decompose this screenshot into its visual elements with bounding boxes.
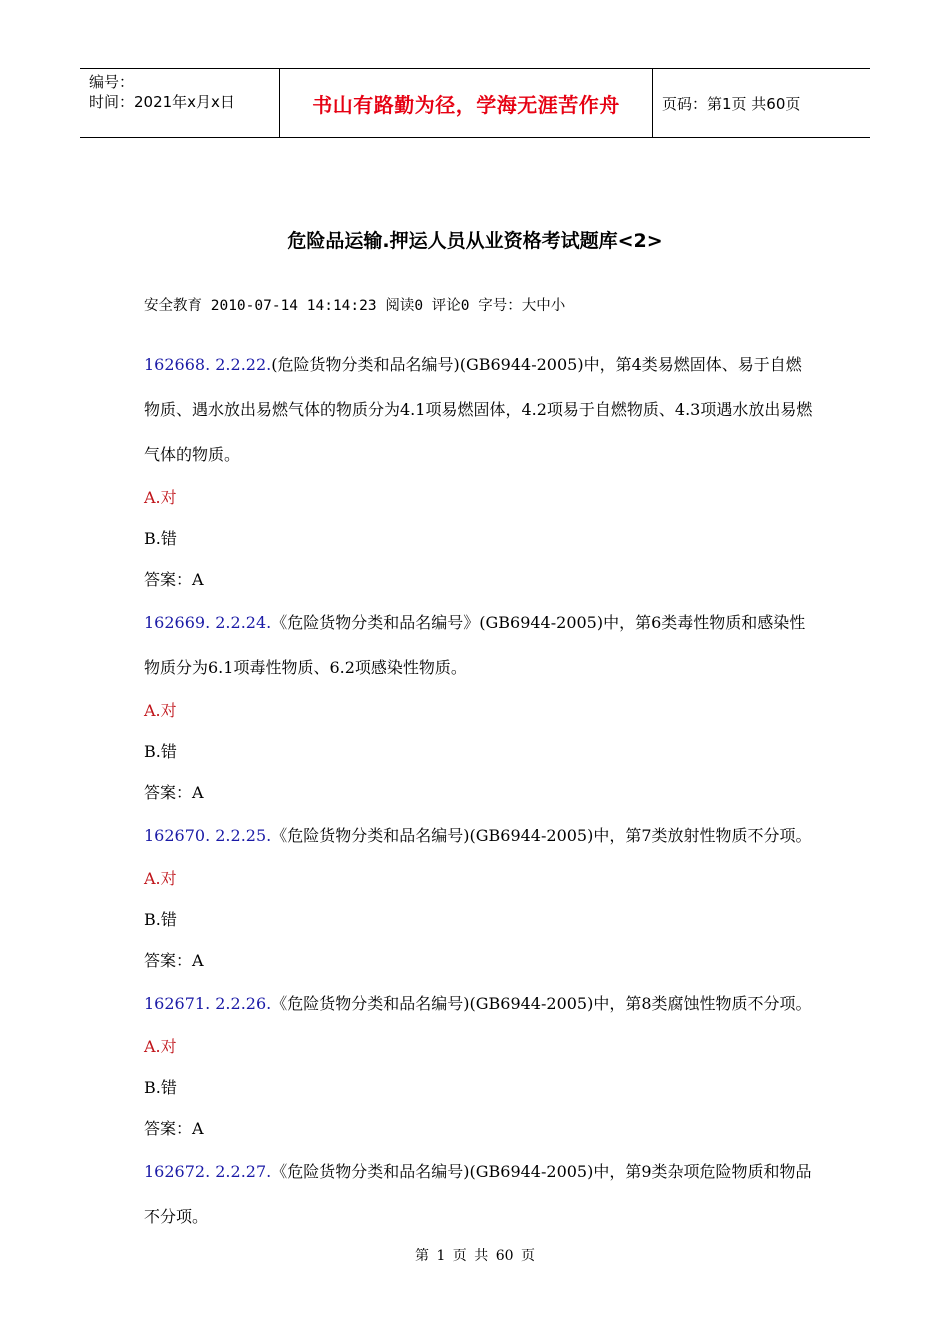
question-text <box>144 600 814 690</box>
header-page-info: 页码：第1页 共60页 <box>662 94 801 113</box>
option-b: B.错 <box>144 1078 177 1097</box>
document-meta: 安全教育 2010-07-14 14:14:23 阅读0 评论0 字号：大中小 <box>144 298 566 314</box>
question-item <box>144 813 814 981</box>
option-a: A.对 <box>144 701 177 720</box>
time-label: 时间：2021年x月x日 <box>89 93 235 111</box>
answer: 答案：A <box>144 951 204 970</box>
question-number: 162670. 2.2.25. <box>144 826 272 845</box>
question-body: 《危险货物分类和品名编号)(GB6944-2005)中，第9类杂项危险物质和物品不分项。 <box>144 1162 812 1226</box>
question-number: 162668. 2.2.22. <box>144 355 272 374</box>
option-b: B.错 <box>144 742 177 761</box>
option-a: A.对 <box>144 488 177 507</box>
question-number: 162671. 2.2.26. <box>144 994 272 1013</box>
question-text <box>144 813 814 858</box>
question-number: 162672. 2.2.27. <box>144 1162 272 1181</box>
question-item <box>144 981 814 1149</box>
question-list <box>144 342 814 1239</box>
option-a: A.对 <box>144 1037 177 1056</box>
question-body: (危险货物分类和品名编号)(GB6944-2005)中，第4类易燃固体、易于自燃物质、遇水放出易燃气体的物质分为4.1项易燃固体，4.2项易于自燃物质、4.3项遇水放出易燃气体的物质。 <box>144 355 813 464</box>
answer: 答案：A <box>144 783 204 802</box>
option-b: B.错 <box>144 910 177 929</box>
document-title: 危险品运输.押运人员从业资格考试题库<2> <box>287 230 663 252</box>
number-label: 编号： <box>89 73 135 91</box>
question-number: 162669. 2.2.24. <box>144 613 272 632</box>
option-a: A.对 <box>144 869 177 888</box>
answer: 答案：A <box>144 570 204 589</box>
page-header <box>80 68 870 138</box>
header-left-cell <box>80 69 280 137</box>
question-body: 《危险货物分类和品名编号》(GB6944-2005)中，第6类毒性物质和感染性物质分为6.1项毒性物质、6.2项感染性物质。 <box>144 613 806 677</box>
question-item <box>144 600 814 813</box>
question-item <box>144 342 814 600</box>
option-b: B.错 <box>144 529 177 548</box>
page-footer: 第 1 页 共 60 页 <box>415 1248 535 1264</box>
question-text <box>144 981 814 1026</box>
question-text <box>144 342 814 477</box>
question-item <box>144 1149 814 1239</box>
header-motto: 书山有路勤为径，学海无涯苦作舟 <box>280 69 653 137</box>
question-body: 《危险货物分类和品名编号)(GB6944-2005)中，第8类腐蚀性物质不分项。 <box>271 994 812 1013</box>
answer: 答案：A <box>144 1119 204 1138</box>
question-text <box>144 1149 814 1239</box>
question-body: 《危险货物分类和品名编号)(GB6944-2005)中，第7类放射性物质不分项。 <box>271 826 812 845</box>
